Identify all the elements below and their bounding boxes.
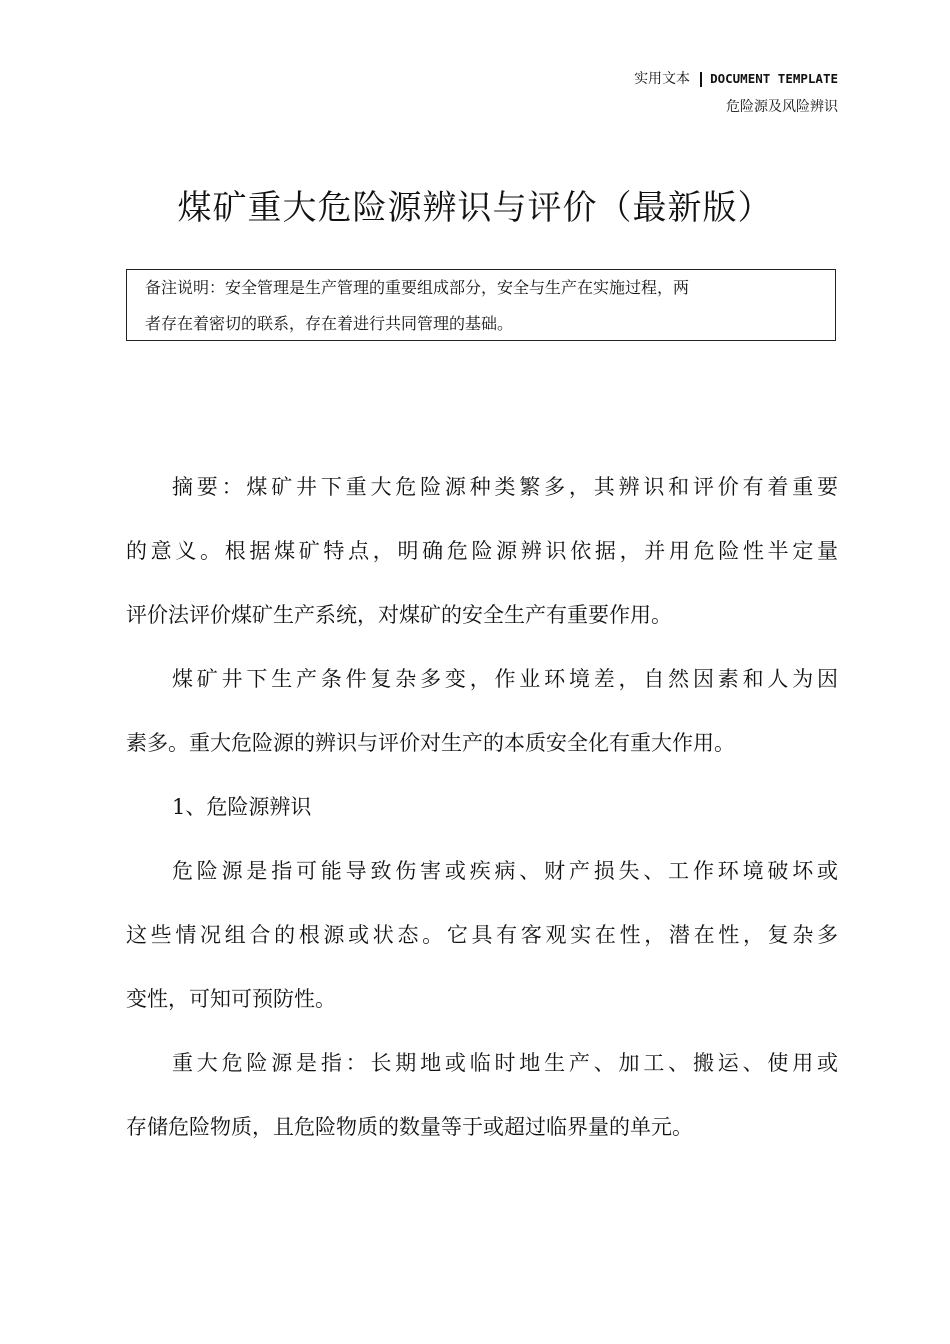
body-line: 存储危险物质，且危险物质的数量等于或超过临界量的单元。	[126, 1115, 693, 1139]
body-line: 重大危险源是指：长期地或临时地生产、加工、搬运、使用或	[172, 1051, 838, 1075]
note-line-1: 备注说明：安全管理是生产管理的重要组成部分，安全与生产在实施过程，两	[145, 278, 690, 297]
body-line: 的意义。根据煤矿特点，明确危险源辨识依据，并用危险性半定量	[126, 539, 838, 563]
body-line: 危险源是指可能导致伤害或疾病、财产损失、工作环境破坏或	[172, 859, 838, 883]
body-line: 素多。重大危险源的辨识与评价对生产的本质安全化有重大作用。	[126, 731, 735, 755]
header-label-en: DOCUMENT TEMPLATE	[710, 71, 838, 86]
section-heading: 1、危险源辨识	[172, 795, 312, 819]
page-title: 煤矿重大危险源辨识与评价（最新版）	[177, 188, 773, 228]
header-subtitle: 危险源及风险辨识	[726, 99, 838, 115]
body-line: 摘要：煤矿井下重大危险源种类繁多，其辨识和评价有着重要	[172, 475, 838, 499]
body-line: 变性，可知可预防性。	[126, 987, 336, 1011]
note-line-2: 者存在着密切的联系，存在着进行共同管理的基础。	[145, 314, 514, 333]
body-line: 评价法评价煤矿生产系统，对煤矿的安全生产有重要作用。	[126, 603, 672, 627]
document-body	[126, 464, 838, 1168]
header-label-row	[634, 68, 838, 90]
header-label-cn: 实用文本	[634, 71, 691, 87]
body-line: 这些情况组合的根源或状态。它具有客观实在性，潜在性，复杂多	[126, 923, 838, 947]
document-header	[634, 68, 838, 118]
note-box	[126, 269, 836, 341]
header-separator	[700, 72, 702, 87]
body-line: 煤矿井下生产条件复杂多变，作业环境差，自然因素和人为因	[172, 667, 838, 691]
